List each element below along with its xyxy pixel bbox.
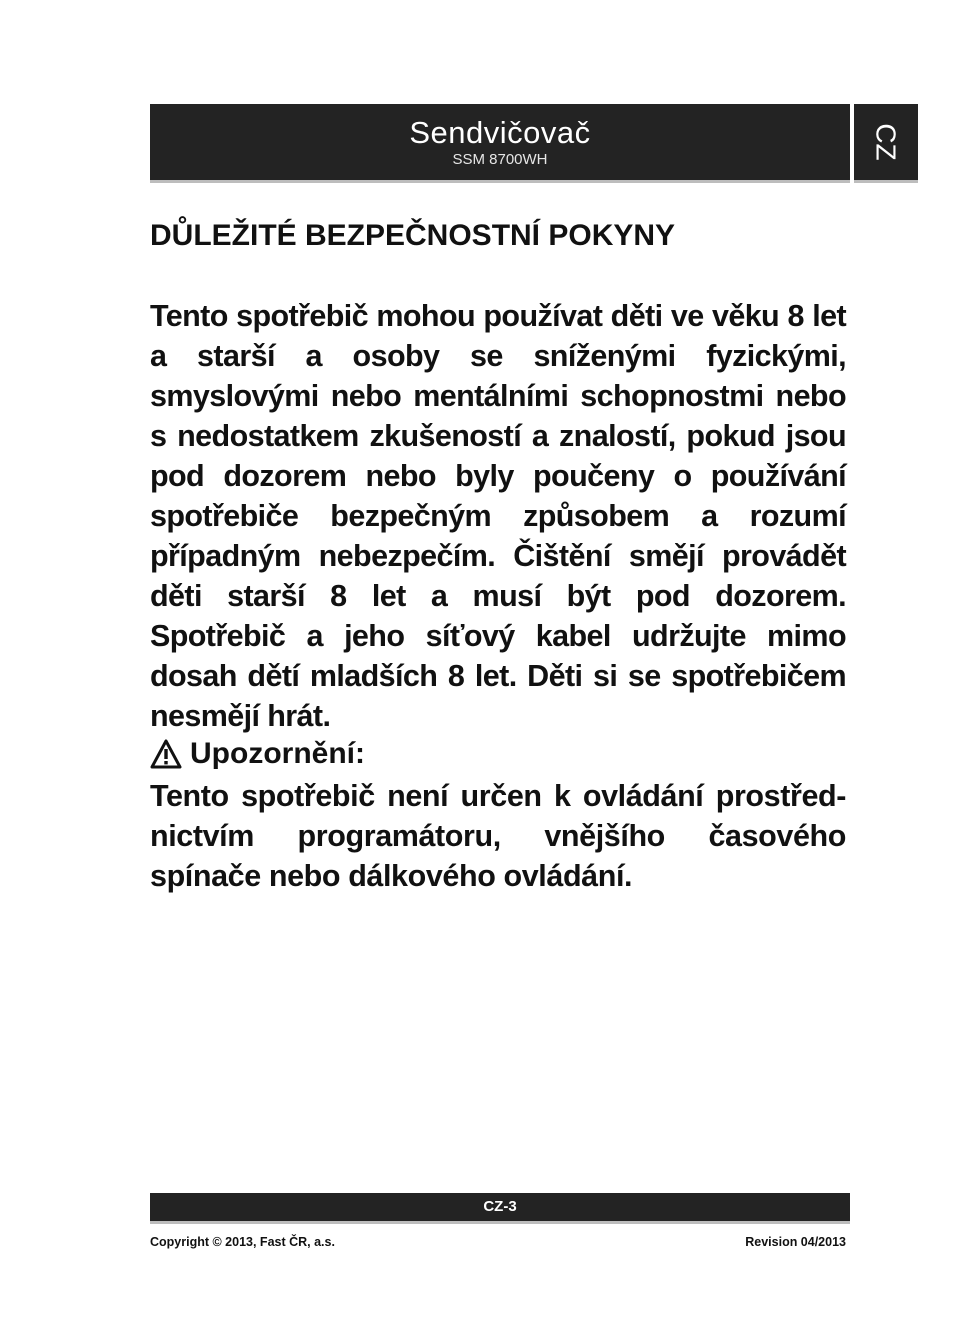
safety-paragraph: Tento spotřebič mohou používat děti ve věku 8 let a starší a osoby se sníženými fyzickými, smyslovými nebo mentálními schopnostmi nebo s nedostatkem zkušeností a znalostí, pokud jsou pod dozorem nebo byly poučeny o používání spotřebiče bezpečným způsobem a rozumí případným nebezpečím. Čištění smějí provádět děti starší 8 let a musí být pod dozorem. Spotřebič a jeho síťový kabel udržujte mimo dosah dětí mladších 8 let. Děti si se spotřebičem nesmějí hrát. — [150, 299, 846, 733]
revision-text: Revision 04/2013 — [745, 1235, 846, 1249]
product-title: Sendvičovač — [409, 115, 591, 150]
header-bar — [150, 104, 850, 180]
warning-paragraph: Tento spotřebič není určen k ovládání prostřed-nictvím programátoru, vnějšího časového spínače nebo dálkového ovládání. — [150, 779, 846, 893]
page-number: CZ-3 — [483, 1198, 517, 1215]
language-code: CZ — [870, 123, 902, 161]
warning-triangle-icon — [150, 739, 182, 769]
warning-title: Upozornění: — [190, 737, 365, 770]
language-tab — [854, 104, 918, 180]
copyright-text: Copyright © 2013, Fast ČR, a.s. — [150, 1235, 335, 1249]
warning-heading — [150, 734, 850, 774]
model-number: SSM 8700WH — [452, 151, 548, 168]
footer-bar — [150, 1193, 850, 1221]
section-heading: DŮLEŽITÉ BEZPEČNOSTNÍ POKYNY — [150, 219, 676, 252]
